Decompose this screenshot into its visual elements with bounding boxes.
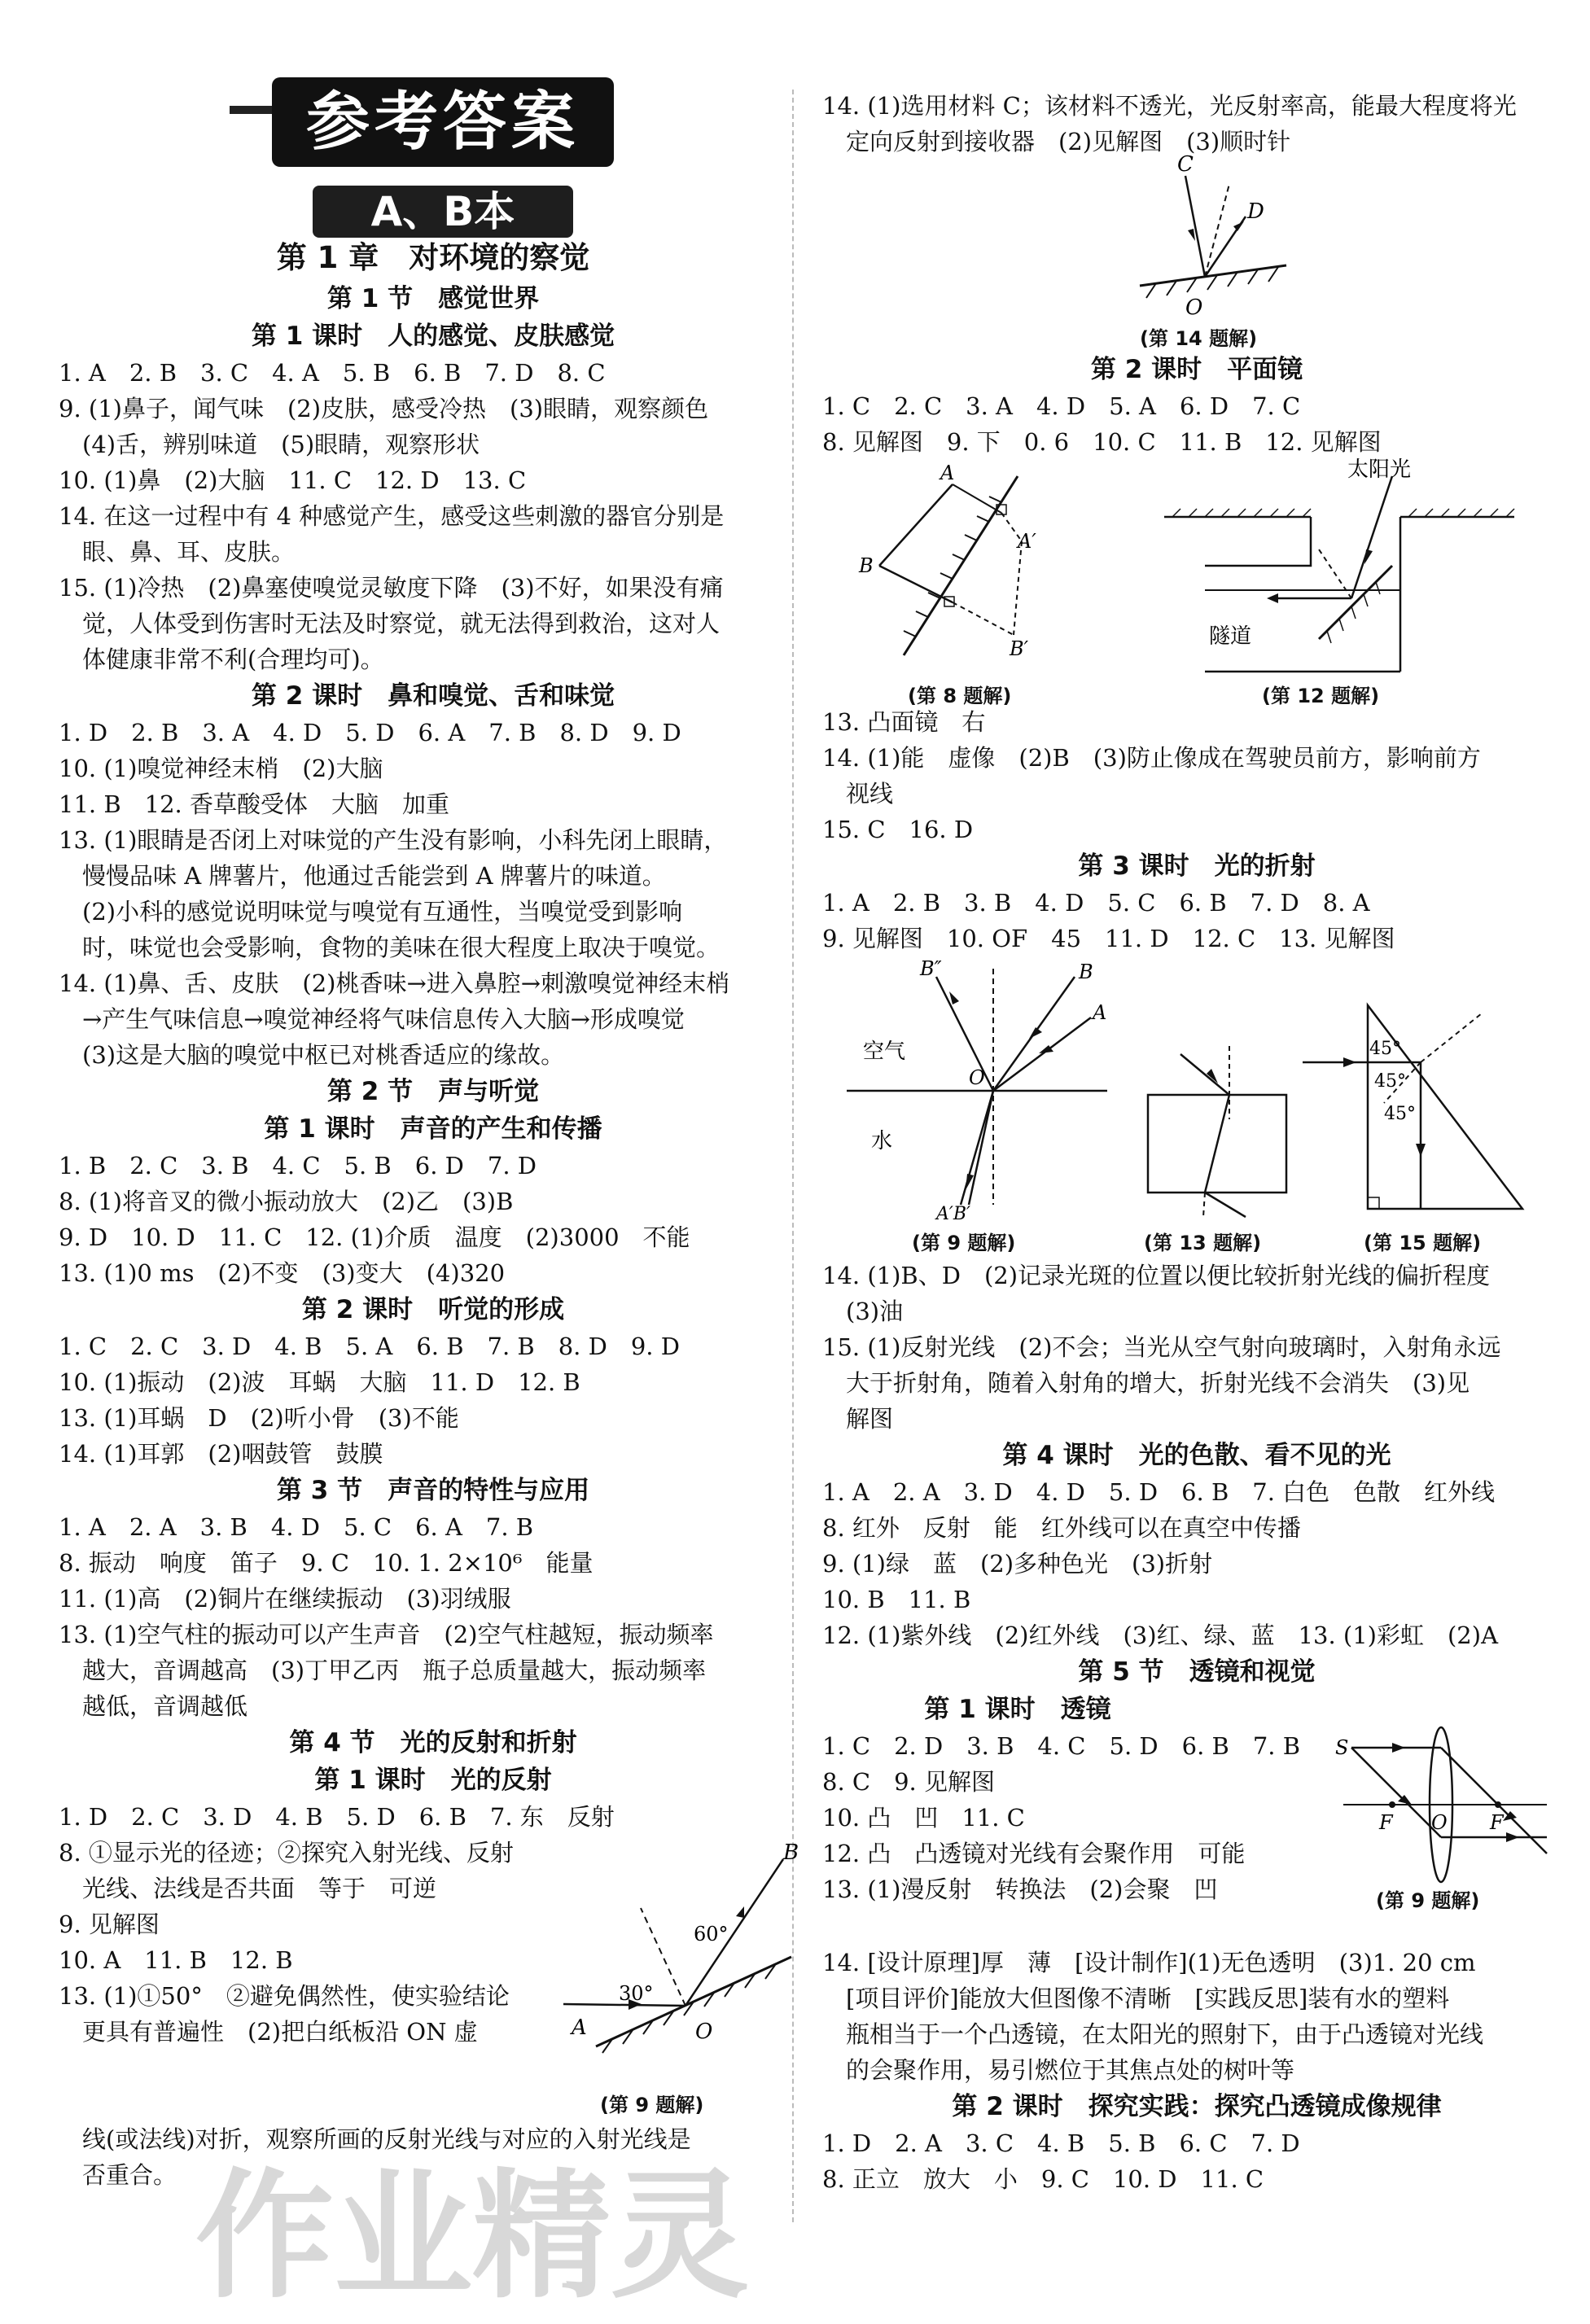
answer-line: 13. (1)0 ms (2)不变 (3)变大 (4)320 [59,1259,506,1287]
answer-line: 1. C 2. C 3. D 4. B 5. A 6. B 7. B 8. D 9. D [59,1333,680,1360]
answer-line: 越大，音调越高 (3)丁甲乙丙 瓶子总质量越大，振动频率 [59,1657,707,1684]
section-heading: 第 1 节 感觉世界 [326,284,540,313]
answer-line: 15. (1)冷热 (2)鼻塞使嗅觉灵敏度下降 (3)不好，如果没有痛 [59,574,724,602]
prism-diagram [1294,997,1539,1217]
answer-line: 13. (1)①50° ②避免偶然性，使实验结论 [59,1982,510,2010]
answer-line: 体健康非常不利(合理均可)。 [59,646,384,673]
answer-line: 9. (1)绿 蓝 (2)多种色光 (3)折射 [822,1550,1213,1578]
lesson-heading: 第 2 课时 听觉的形成 [301,1295,565,1324]
lesson-heading: 第 1 课时 光的反射 [314,1766,552,1795]
answer-line: 14. (1)鼻、舌、皮肤 (2)桃香味→进入鼻腔→刺激嗅觉神经末梢 [59,969,730,997]
answer-line: 8. 红外 反射 能 红外线可以在真空中传播 [822,1514,1301,1542]
label-F-left: F [1379,1811,1393,1834]
lesson-heading: 第 3 课时 光的折射 [1078,851,1316,881]
page-title: 参考答案 [272,77,614,167]
answer-line: 1. A 2. B 3. C 4. A 5. B 6. B 7. D 8. C [59,359,606,387]
figure-caption: (第 14 题解) [1140,327,1258,350]
label-B: B [783,1840,799,1865]
answer-line: 1. D 2. C 3. D 4. B 5. D 6. B 7. 东 反射 [59,1803,615,1831]
answer-line: 13. (1)空气柱的振动可以产生声音 (2)空气柱越短，振动频率 [59,1621,714,1648]
label-water: 水 [871,1129,893,1153]
answer-line: 12. (1)紫外线 (2)红外线 (3)红、绿、蓝 13. (1)彩虹 (2)A [822,1622,1499,1649]
answer-line: 瓶相当于一个凸透镜，在太阳光的照射下，由于凸透镜对光线 [822,2020,1484,2048]
label-O: O [969,1066,985,1089]
glass-block-diagram [1140,1046,1303,1217]
answer-line: 14. 在这一过程中有 4 种感觉产生，感受这些刺激的器官分别是 [59,502,725,530]
answer-line: 13. (1)耳蜗 D (2)听小骨 (3)不能 [59,1404,459,1432]
section-heading: 第 4 节 光的反射和折射 [289,1728,577,1757]
label-A: A [1093,1001,1107,1024]
answer-line: 1. A 2. B 3. B 4. D 5. C 6. B 7. D 8. A [822,889,1370,917]
answer-line: 10. (1)振动 (2)波 耳蜗 大脑 11. D 12. B [59,1368,580,1396]
title-banner [59,0,808,235]
answer-line: 8. (1)将音叉的微小振动放大 (2)乙 (3)B [59,1188,514,1215]
answer-line: 10. 凸 凹 11. C [822,1804,1025,1832]
watermark: 作业精灵 [195,2156,750,2317]
answer-line: 13. (1)眼睛是否闭上对味觉的产生没有影响，小科先闭上眼睛， [59,826,728,854]
left-column [59,0,808,2193]
answer-line: 10. B 11. B [822,1586,971,1613]
label-O: O [1185,295,1203,320]
answer-line: 的会聚作用，易引燃位于其焦点处的树叶等 [822,2056,1295,2084]
convex-lens-diagram [1327,1715,1555,1878]
reflector-diagram [1107,152,1303,322]
answer-line: 1. B 2. C 3. B 4. C 5. B 6. D 7. D [59,1152,537,1180]
answer-line: 慢慢品味 A 牌薯片，他通过舌能尝到 A 牌薯片的味道。 [59,862,666,890]
answer-line: (3)这是大脑的嗅觉中枢已对桃香适应的缘故。 [59,1041,565,1069]
label-air: 空气 [863,1039,906,1064]
answer-line: 9. D 10. D 11. C 12. (1)介质 温度 (2)3000 不能 [59,1223,690,1251]
label-sun: 太阳光 [1347,457,1412,482]
answer-line: 8. ①显示光的径迹；②探究入射光线、反射 [59,1839,514,1867]
answer-line: 1. C 2. D 3. B 4. C 5. D 6. B 7. B [822,1732,1301,1760]
section-heading: 第 3 节 声音的特性与应用 [276,1476,590,1505]
lesson-heading: 第 1 课时 透镜 [924,1695,1111,1724]
q14-figure [822,152,1571,351]
label-B: B [1079,961,1093,983]
refraction-diagram [847,957,1107,1224]
answer-line: 8. 见解图 9. 下 0. 6 10. C 11. B 12. 见解图 [822,428,1382,456]
answer-line: 14. (1)耳郭 (2)咽鼓管 鼓膜 [59,1440,383,1468]
label-S: S [1335,1736,1349,1759]
answer-line: 1. C 2. C 3. A 4. D 5. A 6. D 7. C [822,392,1301,420]
lesson-heading: 第 2 课时 平面镜 [1090,355,1303,384]
answer-line: 13. (1)漫反射 转换法 (2)会聚 凹 [822,1875,1218,1903]
answer-line: 13. 凸面镜 右 [822,708,986,736]
angle-label: 45° [1369,1039,1401,1059]
answer-line: 解图 [822,1405,894,1433]
answer-line: 9. (1)鼻子，闻气味 (2)皮肤，感受冷热 (3)眼睛，观察颜色 [59,395,709,422]
answer-line: 9. 见解图 [59,1910,160,1938]
answer-line: (2)小科的感觉说明味觉与嗅觉有互通性，当嗅觉受到影响 [59,898,683,926]
q9-reflection-block [59,1835,808,2121]
answer-line: 光线、法线是否共面 等于 可逆 [59,1875,437,1902]
answer-line: 定向反射到接收器 (2)见解图 (3)顺时针 [822,128,1291,155]
answer-line: 14. (1)选用材料 C；该材料不透光，光反射率高，能最大程度将光 [822,92,1517,120]
answer-line: 时，味觉也会受影响，食物的美味在很大程度上取决于嗅觉。 [59,934,721,961]
label-O: O [1431,1811,1448,1834]
reflection-diagram [563,1835,808,2079]
angle-60: 60° [694,1923,729,1945]
figure-caption: (第 8 题解) [908,685,1012,707]
answer-line: 14. (1)B、D (2)记录光斑的位置以便比较折射光线的偏折程度 [822,1262,1491,1289]
angle-label: 45° [1374,1071,1406,1092]
label-A-prime-B-prime: A′B′ [936,1204,971,1224]
answer-line: 1. D 2. B 3. A 4. D 5. D 6. A 7. B 8. D 9. D [59,719,681,746]
answer-line: 12. 凸 凸透镜对光线有会聚作用 可能 [822,1840,1246,1867]
answer-line: →产生气味信息→嗅觉神经将气味信息传入大脑→形成嗅觉 [59,1005,685,1033]
figure-caption: (第 9 题解) [912,1232,1016,1254]
answer-line: 10. A 11. B 12. B [59,1946,293,1974]
answer-line: 10. (1)嗅觉神经末梢 (2)大脑 [59,755,383,782]
label-B-double-prime: B″ [920,957,942,980]
book-subtitle: A、B本 [313,186,573,238]
answer-line: 8. 正立 放大 小 9. C 10. D 11. C [822,2165,1264,2193]
answer-line: (3)油 [822,1298,904,1325]
figure-caption: (第 13 题解) [1144,1232,1262,1254]
label-B: B [859,554,874,577]
label-C: C [1177,152,1194,177]
label-F-right: F [1490,1811,1504,1834]
tunnel-periscope-diagram [1148,457,1539,680]
label-A: A [572,2015,587,2040]
lesson-heading: 第 1 课时 声音的产生和传播 [264,1114,602,1144]
plane-mirror-diagram [855,462,1036,680]
answer-line: 11. B 12. 香草酸受体 大脑 加重 [59,790,449,818]
section-heading: 第 2 节 声与听觉 [326,1077,540,1106]
lesson-heading: 第 2 课时 鼻和嗅觉、舌和味觉 [251,681,615,711]
label-A-prime: A′ [1018,530,1036,553]
angle-30: 30° [619,1982,654,2005]
answer-line: 否重合。 [59,2161,177,2189]
lesson-heading: 第 1 课时 人的感觉、皮肤感觉 [251,322,615,351]
answer-line: 觉，人体受到伤害时无法及时察觉，就无法得到救治，这对人 [59,610,721,637]
lens-block [822,1691,1571,1945]
answer-line: 8. 振动 响度 笛子 9. C 10. 1. 2×10⁶ 能量 [59,1549,594,1577]
answer-line: 9. 见解图 10. OF 45 11. D 12. C 13. 见解图 [822,925,1395,952]
section-heading: 第 5 节 透镜和视觉 [1078,1657,1316,1687]
label-D: D [1247,199,1264,224]
label-A: A [940,462,955,484]
answer-line: 11. (1)高 (2)铜片在继续振动 (3)羽绒服 [59,1585,511,1613]
chapter-heading: 第 1 章 对环境的察觉 [276,240,590,275]
answer-line: 1. D 2. A 3. C 4. B 5. B 6. C 7. D [822,2129,1300,2157]
answer-line: 越低，音调越低 [59,1692,248,1720]
answer-line: 14. (1)能 虚像 (2)B (3)防止像成在驾驶员前方，影响前方 [822,744,1481,772]
answer-line: 视线 [822,780,894,807]
label-tunnel: 隧道 [1209,624,1252,649]
answer-line: 大于折射角，随着入射角的增大，折射光线不会消失 (3)见 [822,1369,1470,1397]
label-B-prime: B′ [1010,637,1029,660]
answer-line: 眼、鼻、耳、皮肤。 [59,538,296,566]
figure-caption: (第 9 题解) [1376,1889,1480,1912]
answer-line: 14. [设计原理]厚 薄 [设计制作](1)无色透明 (3)1. 20 cm [822,1949,1476,1976]
refraction-figures [822,956,1571,1258]
angle-label: 45° [1384,1104,1416,1124]
right-column [822,88,1571,2197]
lesson-heading: 第 4 课时 光的色散、看不见的光 [1002,1441,1391,1470]
figure-caption: (第 12 题解) [1262,685,1380,707]
lesson-heading: 第 2 课时 探究实践：探究凸透镜成像规律 [952,2092,1442,2121]
answer-line: 15. (1)反射光线 (2)不会；当光从空气射向玻璃时，入射角永远 [822,1333,1501,1361]
figure-caption: (第 15 题解) [1364,1232,1482,1254]
answer-line: 1. A 2. A 3. B 4. D 5. C 6. A 7. B [59,1513,534,1541]
q8-q12-figures [822,457,1571,707]
answer-line: 1. A 2. A 3. D 4. D 5. D 6. B 7. 白色 色散 红外线 [822,1478,1496,1506]
answer-line: 10. (1)鼻 (2)大脑 11. C 12. D 13. C [59,466,527,494]
answer-line: 15. C 16. D [822,816,974,843]
label-O: O [695,2020,713,2044]
answer-line: 8. C 9. 见解图 [822,1768,995,1796]
figure-caption: (第 9 题解) [600,2094,704,2116]
answer-line: 更具有普遍性 (2)把白纸板沿 ON 虚 [59,2018,478,2046]
answer-line: [项目评价]能放大但图像不清晰 [实践反思]装有水的塑料 [822,1985,1450,2012]
answer-line: (4)舌，辨别味道 (5)眼睛，观察形状 [59,431,480,458]
answer-line: 线(或法线)对折，观察所画的反射光线与对应的入射光线是 [59,2125,691,2153]
